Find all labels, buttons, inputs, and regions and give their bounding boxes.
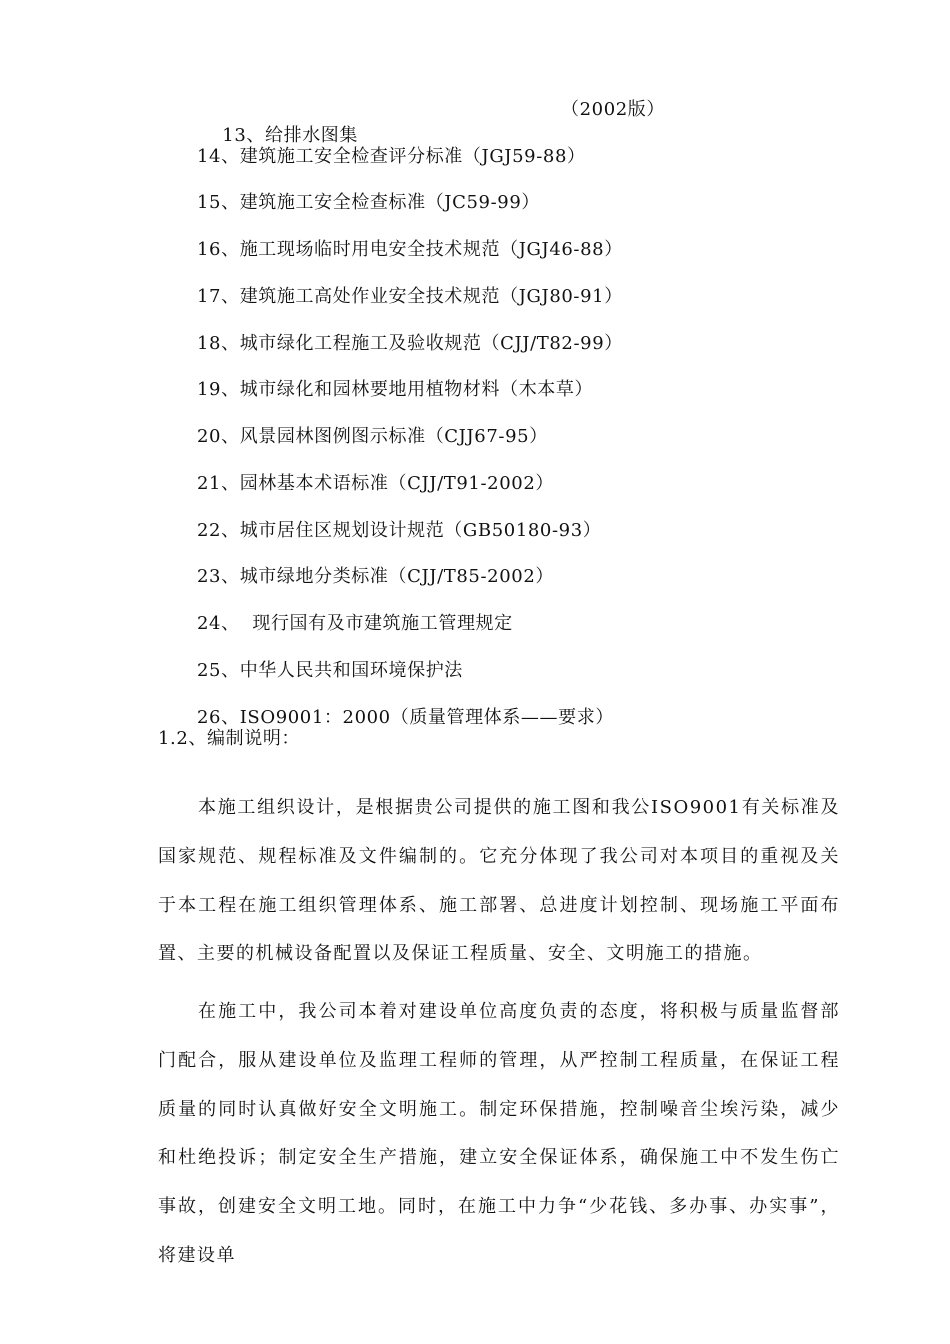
reference-item-edition: （2002版） (561, 99, 666, 120)
reference-item-21: 21、园林基本术语标准（CJJ/T91-2002） (197, 473, 554, 494)
reference-item-26: 26、ISO9001：2000（质量管理体系——要求） (197, 707, 614, 728)
reference-item-17: 17、建筑施工高处作业安全技术规范（JGJ80-91） (197, 286, 623, 307)
reference-item-16: 16、施工现场临时用电安全技术规范（JGJ46-88） (197, 239, 623, 260)
body-paragraph: 在施工中，我公司本着对建设单位高度负责的态度，将积极与质量监督部门配合，服从建设单位及监理工程师的管理，从严控制工程质量，在保证工程质量的同时认真做好安全文明施工。制定环保措施，控制噪音尘埃污染，减少和杜绝投诉；制定安全生产措施，建立安全保证体系，确保施工中不发生伤亡事故，创建安全文明工地。同时，在施工中力争“少花钱、多办事、办实事”，将建设单 (158, 1001, 840, 1266)
reference-item-15: 15、建筑施工安全检查标准（JC59-99） (197, 192, 540, 213)
reference-item-19: 19、城市绿化和园林要地用植物材料（木本草） (197, 379, 594, 400)
reference-item-22: 22、城市居住区规划设计规范（GB50180-93） (197, 520, 602, 541)
reference-item-23: 23、城市绿地分类标准（CJJ/T85-2002） (197, 566, 554, 587)
reference-item-25: 25、中华人民共和国环境保护法 (197, 660, 463, 681)
reference-item-18: 18、城市绿化工程施工及验收规范（CJJ/T82-99） (197, 333, 623, 354)
reference-item-24: 24、 现行国有及市建筑施工管理规定 (197, 613, 513, 634)
section-heading: 1.2、编制说明： (158, 728, 301, 749)
reference-item-20: 20、风景园林图例图示标准（CJJ67-95） (197, 426, 548, 447)
reference-item-text: 13、给排水图集 (222, 125, 359, 146)
reference-item-13 (197, 97, 666, 146)
reference-item-14: 14、建筑施工安全检查评分标准（JGJ59-88） (197, 146, 586, 167)
body-paragraph: 本施工组织设计，是根据贵公司提供的施工图和我公ISO9001有关标准及国家规范、规程标准及文件编制的。它充分体现了我公司对本项目的重视及关于本工程在施工组织管理体系、施工部署、总进度计划控制、现场施工平面布置、主要的机械设备配置以及保证工程质量、安全、文明施工的措施。 (158, 797, 840, 965)
